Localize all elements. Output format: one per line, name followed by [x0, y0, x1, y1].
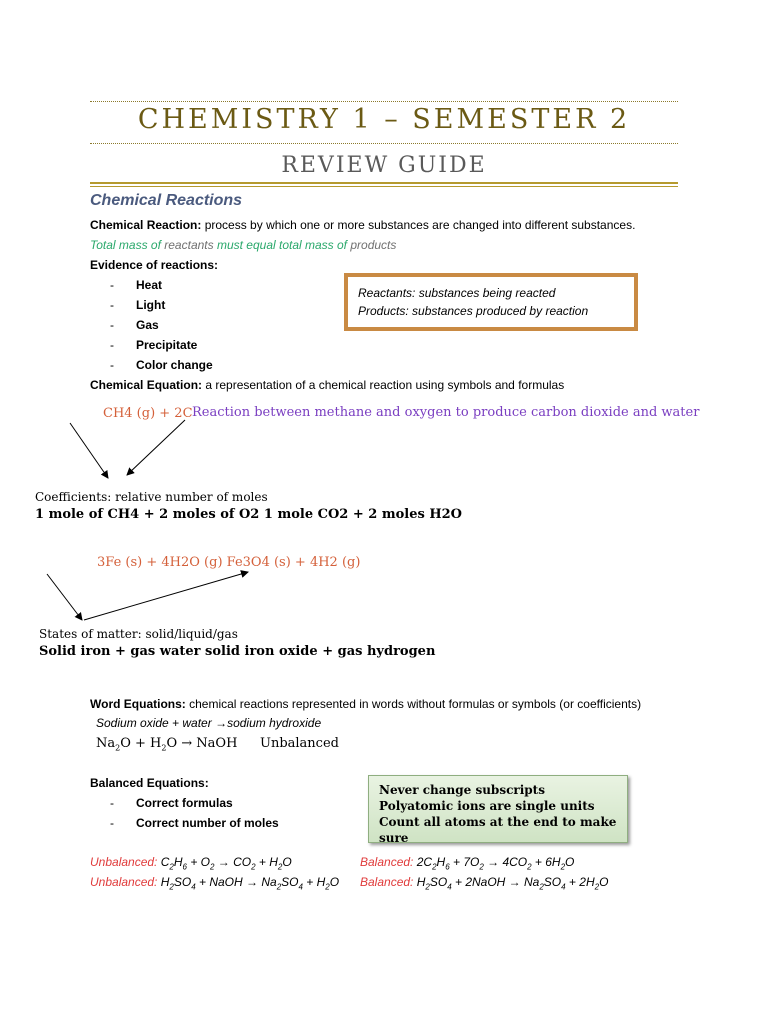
tip-line: Never change subscripts	[379, 783, 545, 797]
equation-term: Chemical Equation:	[90, 378, 203, 392]
word-equation-example: Sodium oxide + water →sodium hydroxide	[96, 716, 322, 730]
coefficients-line1: Coefficients: relative number of moles	[35, 490, 268, 504]
word-equations	[90, 697, 641, 711]
list-item: - Color change	[110, 358, 213, 372]
states-line2: Solid iron + gas water solid iron oxide + gas hydrogen	[39, 644, 436, 659]
coefficients-line2: 1 mole of CH4 + 2 moles of O2 1 mole CO2 + 2 moles H2O	[35, 507, 462, 522]
methane-equation: CH4 (g) + 2C	[103, 406, 193, 421]
sodium-equation: $Na_2O + H_2O$ → NaOH	[96, 736, 238, 753]
mass-law-products: products	[350, 238, 397, 252]
word-equations-term: Word Equations:	[90, 697, 186, 711]
unbalanced-example-2: Unbalanced: $H_2SO_4$ + NaOH → $Na_2SO_4 + H_2O$	[90, 875, 340, 892]
balanced-example-2: Balanced: $H_2SO_4$ + 2NaOH → $Na_2SO_4 + 2H_2O$	[360, 875, 609, 892]
methane-caption: Reaction between methane and oxygen to produce carbon dioxide and water	[192, 405, 700, 420]
iron-equation: 3Fe (s) + 4H2O (g) Fe3O4 (s) + 4H2 (g)	[97, 555, 361, 570]
balanced-heading: Balanced Equations:	[90, 776, 209, 790]
mass-law-part3: must equal total mass of	[213, 238, 351, 252]
equation-text: a representation of a chemical reaction using symbols and formulas	[202, 378, 565, 392]
reactants-line: Reactants: substances being reacted	[358, 286, 556, 300]
states-line1: States of matter: solid/liquid/gas	[39, 627, 238, 641]
products-line: Products: substances produced by reaction	[358, 304, 589, 318]
tips-box	[368, 775, 628, 843]
balanced-example-1: Balanced: $2C_2H_6 + 7O_2 \to 4CO_2 + 6H_2O$	[360, 855, 575, 872]
mass-law-reactants: reactants	[164, 238, 214, 252]
list-item: - Heat	[110, 278, 163, 292]
list-item: - Gas	[110, 318, 159, 332]
tip-line: Count all atoms at the end to make sure	[379, 815, 617, 845]
unbalanced-example-1: Unbalanced: $C_2H_6 + O_2 \to CO_2 + H_2O$	[90, 855, 292, 872]
evidence-heading: Evidence of reactions:	[90, 258, 219, 272]
word-equations-text: chemical reactions represented in words without formulas or symbols (or coefficients)	[185, 697, 642, 711]
unbalanced-note: Unbalanced	[260, 736, 339, 751]
list-item: - Correct number of moles	[110, 816, 279, 830]
list-item: - Precipitate	[110, 338, 198, 352]
arrow-line	[84, 572, 248, 620]
page-subtitle: REVIEW GUIDE	[281, 153, 487, 178]
reaction-term: Chemical Reaction:	[90, 218, 202, 232]
reaction-text: process by which one or more substances are changed into different substances.	[201, 218, 636, 232]
page-title: CHEMISTRY 1 – SEMESTER 2	[137, 104, 631, 135]
list-item: - Correct formulas	[110, 796, 233, 810]
arrow-line	[70, 423, 108, 478]
arrow-line	[127, 420, 185, 475]
arrow-line	[47, 574, 82, 620]
tip-line: Polyatomic ions are single units	[379, 799, 595, 813]
section-title: Chemical Reactions	[90, 192, 243, 209]
list-item: - Light	[110, 298, 166, 312]
mass-law-part1: Total mass of	[90, 238, 165, 252]
